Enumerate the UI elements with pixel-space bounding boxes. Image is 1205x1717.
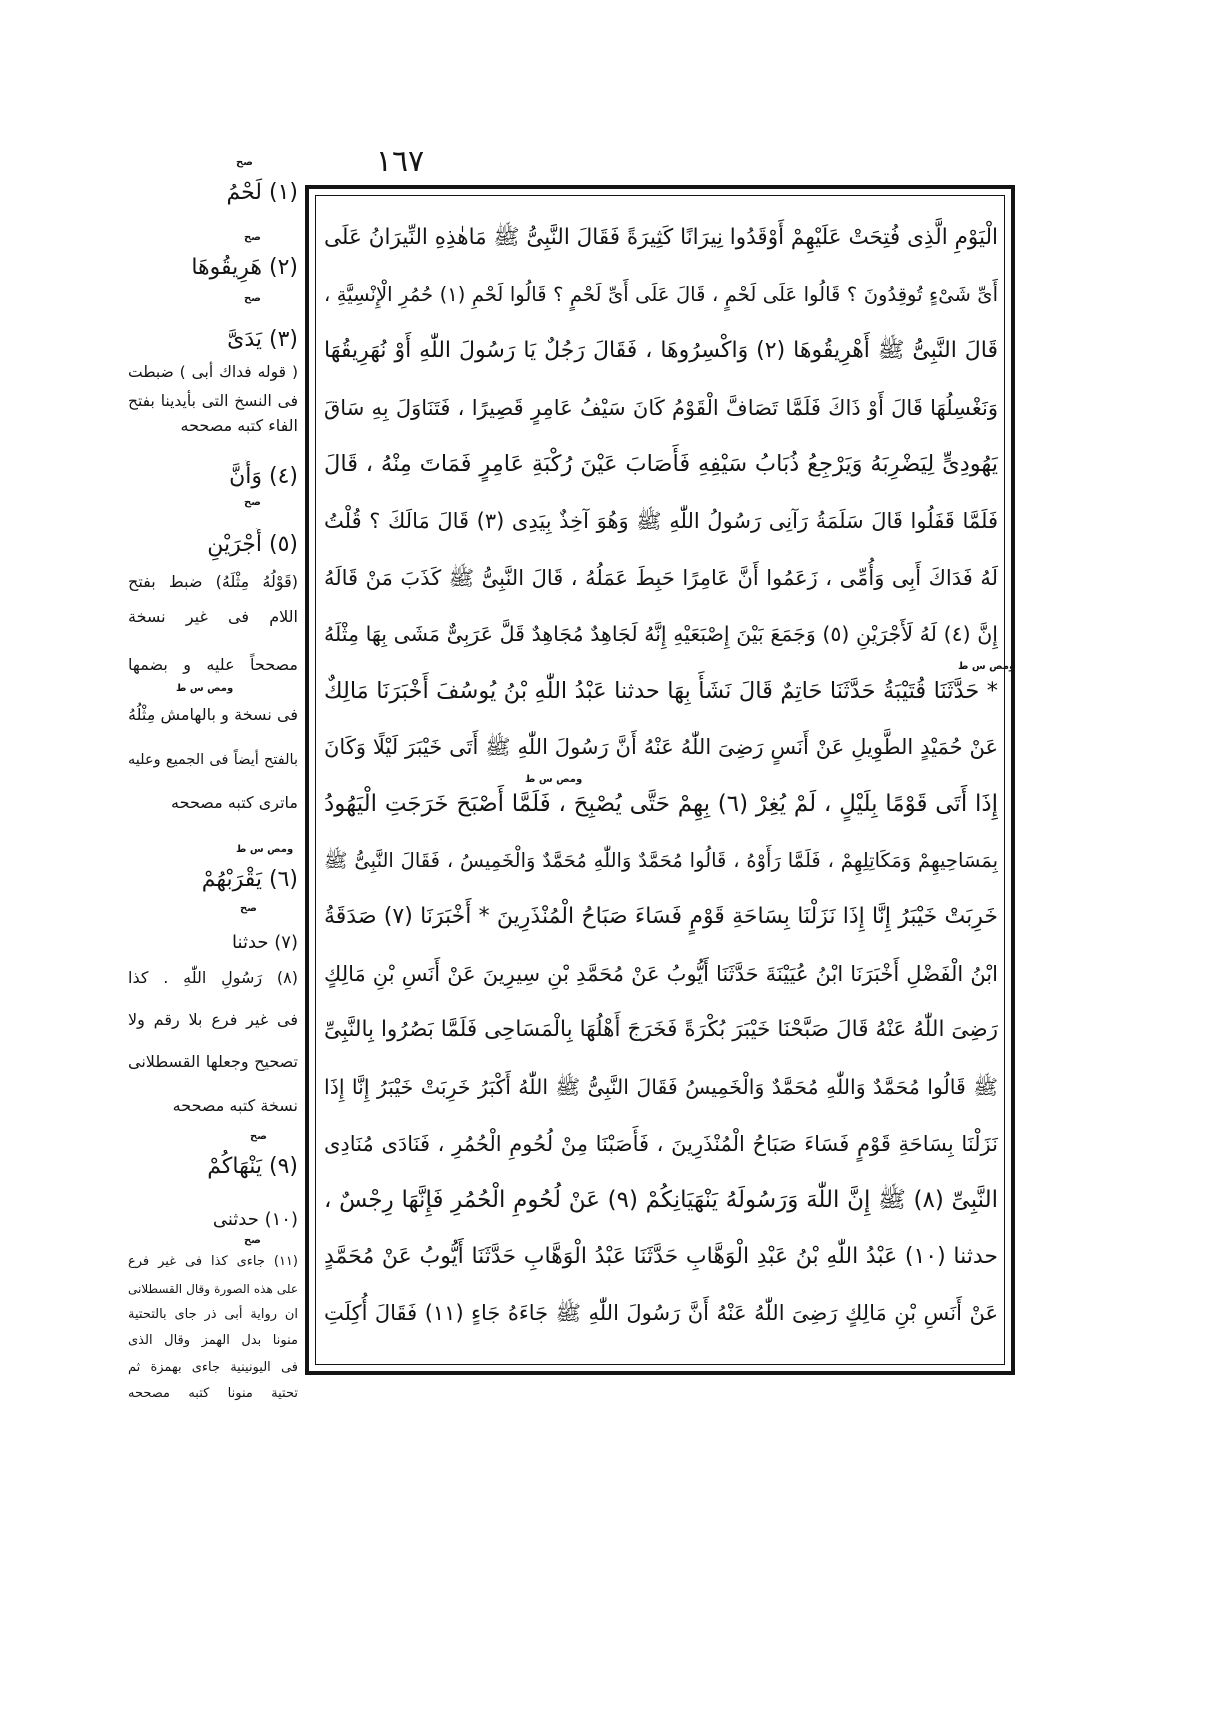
margin-note: (٦) يَقْرَبْهُمْ xyxy=(201,867,298,892)
margin-note: ان رواية أبى ذر جاى بالتحتية xyxy=(128,1307,298,1322)
margin-note: منونا بدل الهمز وقال الذى xyxy=(128,1333,298,1348)
margin-note: مصححاً عليه و بضمها xyxy=(128,655,298,674)
variant-mark: صح xyxy=(240,903,257,914)
margin-note: نسخة كتبه مصححه xyxy=(172,1096,298,1115)
text-line: خَرِبَتْ خَيْبَرُ إِنَّا إِذَا نَزَلْنَا بِسَاحَةِ قَوْمٍ فَسَاءَ صَبَاحُ الْمُنْذَرِينَ * أَخْبَرَنَا (٧) صَدَقَةُ xyxy=(324,904,998,930)
variant-mark: صح xyxy=(250,1131,267,1142)
text-line: الْيَوْمِ الَّذِى فُتِحَتْ عَلَيْهِمْ أَوْقَدُوا نِيرَانًا كَثِيرَةً فَقَالَ النَّبِىُّ ﷺ مَاهٰذِهِ النِّيرَانُ عَلَى xyxy=(324,225,998,250)
text-line: حدثنا (١٠) عَبْدُ اللّٰهِ بْنُ عَبْدِ الْوَهَّابِ حَدَّثَنَا عَبْدُ الْوَهَّابِ حَدَّثَنَا أَيُّوبُ عَنْ مُحَمَّدٍ xyxy=(324,1243,998,1269)
text-line: إِنَّ (٤) لَهُ لَأَجْرَيْنِ (٥) وَجَمَعَ بَيْنَ إِصْبَعَيْهِ إِنَّهُ لَجَاهِدٌ مُجَاهِدٌ قَلَّ عَرَبِىٌّ مَشَى بِهَا مِثْلَهُ xyxy=(324,622,998,647)
variant-mark: صح xyxy=(244,293,261,304)
margin-note: (١٠) حدثنى xyxy=(212,1209,298,1230)
text-line: قَالَ النَّبِىُّ ﷺ أَهْرِيقُوهَا (٢) وَاكْسِرُوهَا ، فَقَالَ رَجُلٌ يَا رَسُولَ اللّٰهِ أَوْ نُهَرِيقُهَا xyxy=(324,338,998,364)
margin-note: (١) لَحْمُ xyxy=(226,180,298,205)
text-line: إِذَا أَتَى قَوْمًا بِلَيْلٍ ، لَمْ يُغِرْ (٦) بِهِمْ حَتَّى يُصْبِحَ ، فَلَمَّا أَصْبَحَ خَرَجَتِ الْيَهُودُ xyxy=(324,790,998,817)
margin-note: (١١) جاءى كذا فى غير فرع xyxy=(128,1254,298,1269)
margin-note: (٢) هَرِيقُوهَا xyxy=(191,255,298,280)
text-line: * حَدَّثَنَا قُتَيْبَةُ حَدَّثَنَا حَاتِمٌ قَالَ نَشَأَ بِهَا حدثنا عَبْدُ اللّٰهِ بْنُ يُوسُفَ أَخْبَرَنَا مَالِكٌ xyxy=(324,677,998,704)
margin-note: على هذه الصورة وقال القسطلانى xyxy=(128,1282,298,1296)
margin-note: ماترى كتبه مصححه xyxy=(171,793,298,812)
text-line: فَلَمَّا قَفَلُوا قَالَ سَلَمَةُ رَآنِى رَسُولُ اللّٰهِ ﷺ وَهُوَ آخِذٌ بِيَدِى (٣) قَالَ مَالَكَ ؟ قُلْتُ xyxy=(324,508,998,533)
margin-note: تحتية منونا كتبه مصححه xyxy=(128,1386,298,1401)
text-line: بِمَسَاحِيهِمْ وَمَكَاتِلِهِمْ ، فَلَمَّا رَأَوْهُ ، قَالُوا مُحَمَّدٌ وَاللّٰهِ مُحَمَّدٌ وَالْخَمِيسُ ، فَقَالَ النَّبِىُّ ﷺ xyxy=(324,848,998,872)
margin-note: (٨) رَسُولِ اللّٰهِ . كذا xyxy=(128,968,298,987)
margin-note: فى نسخة و بالهامش مِثْلُهُ xyxy=(128,705,298,724)
variant-mark: صح xyxy=(244,232,261,243)
margin-note: بالفتح أيضاً فى الجميع وعليه xyxy=(128,752,298,768)
margin-note: (٩) يَنْهَاكُمْ xyxy=(207,1154,298,1179)
text-line: نَزَلْنَا بِسَاحَةِ قَوْمٍ فَسَاءَ صَبَاحُ الْمُنْذَرِينَ ، فَأَصَبْنَا مِنْ لُحُومِ الْحُمُرِ ، فَنَادَى مُنَادِى xyxy=(324,1131,998,1156)
page-number: ١٦٧ xyxy=(375,144,425,179)
margin-note: (٥) أَجْرَيْنِ xyxy=(207,532,298,557)
main-text xyxy=(324,210,998,1342)
text-line: عَنْ أَنَسِ بْنِ مَالِكٍ رَضِىَ اللّٰهُ عَنْهُ أَنَّ رَسُولَ اللّٰهِ ﷺ جَاءَهُ جَاءٍ (١١) فَقَالَ أُكِلَتِ xyxy=(324,1301,998,1326)
text-line: يَهُودِىٍّ لِيَضْرِبَهُ وَيَرْجِعُ ذُبَابُ سَيْفِهِ فَأَصَابَ عَيْنَ رُكْبَةِ عَامِرٍ فَمَاتَ مِنْهُ ، قَالَ xyxy=(324,451,998,478)
variant-mark: ومص س ط xyxy=(236,844,294,855)
margin-note: (٣) يَدَىَّ xyxy=(227,327,298,352)
text-line: ﷺ قَالُوا مُحَمَّدٌ وَاللّٰهِ مُحَمَّدٌ وَالْخَمِيسُ فَقَالَ النَّبِىُّ ﷺ اللّٰهُ أَكْبَرُ خَرِبَتْ خَيْبَرُ إِنَّا إِذَا xyxy=(324,1074,998,1099)
text-line: عَنْ حُمَيْدٍ الطَّوِيلِ عَنْ أَنَسٍ رَضِىَ اللّٰهُ عَنْهُ أَنَّ رَسُولَ اللّٰهِ ﷺ أَتَى خَيْبَرَ لَيْلًا وَكَانَ xyxy=(324,735,998,760)
margin-note: فى غير فرع بلا رقم ولا xyxy=(128,1010,298,1029)
margin-note: (٧) حدثنا xyxy=(232,932,298,953)
text-line: لَهُ فَدَاكَ أَبِى وَأُمِّى ، زَعَمُوا أَنَّ عَامِرًا حَبِطَ عَمَلُهُ ، قَالَ النَّبِىُّ ﷺ كَذَبَ مَنْ قَالَهُ xyxy=(324,565,998,590)
variant-mark: صح xyxy=(244,1235,261,1246)
text-line: ابْنُ الْفَضْلِ أَخْبَرَنَا ابْنُ عُيَيْنَةَ حَدَّثَنَا أَيُّوبُ عَنْ مُحَمَّدِ بْنِ سِيرِينَ عَنْ أَنَسِ بْنِ مَالِكٍ xyxy=(324,961,998,986)
margin-note: (٤) وَأَنَّ xyxy=(229,464,298,489)
margin-note: تصحيح وجعلها القسطلانى xyxy=(128,1052,298,1071)
variant-mark: صح xyxy=(236,157,253,168)
variant-mark: صح xyxy=(244,497,261,508)
variant-mark: ومص س ط xyxy=(958,661,1016,672)
margin-note: الفاء كتبه مصححه xyxy=(180,416,298,435)
text-line: وَنَغْسِلُهَا قَالَ أَوْ ذَاكَ فَلَمَّا تَصَافَّ الْقَوْمُ كَانَ سَيْفُ عَامِرٍ قَصِيرًا ، فَتَنَاوَلَ بِهِ سَاقَ xyxy=(324,395,998,420)
variant-mark: ومص س ط xyxy=(176,683,234,694)
margin-note: فى اليونينية جاءى بهمزة ثم xyxy=(128,1360,298,1375)
text-line: أَىِّ شَىْءٍ تُوقِدُونَ ؟ قَالُوا عَلَى لَحْمٍ ، قَالَ عَلَى أَىِّ لَحْمٍ ؟ قَالُوا لَحْمِ (١) حُمُرِ الْإِنْسِيَّةِ ، xyxy=(324,282,998,306)
variant-mark: ومص س ط xyxy=(525,774,583,785)
margin-note: (قَوْلُهُ مِثْلَهُ) ضبط بفتح xyxy=(128,572,298,591)
text-line: رَضِىَ اللّٰهُ عَنْهُ قَالَ صَبَّحْنَا خَيْبَرَ بُكْرَةً فَخَرَجَ أَهْلُهَا بِالْمَسَاحِى فَلَمَّا بَصُرُوا بِالنَّبِىِّ xyxy=(324,1017,998,1043)
margin-note: ( قوله فداك أبى ) ضبطت xyxy=(128,363,298,381)
text-line: النَّبِىِّ (٨) ﷺ إِنَّ اللّٰهَ وَرَسُولَهُ يَنْهَيَانِكُمْ (٩) عَنْ لُحُومِ الْحُمُرِ فَإِنَّهَا رِجْسٌ ، xyxy=(324,1187,998,1214)
margin-note: فى النسخ التى بأيدينا بفتح xyxy=(128,392,298,410)
margin-note: اللام فى غير نسخة xyxy=(128,607,298,626)
